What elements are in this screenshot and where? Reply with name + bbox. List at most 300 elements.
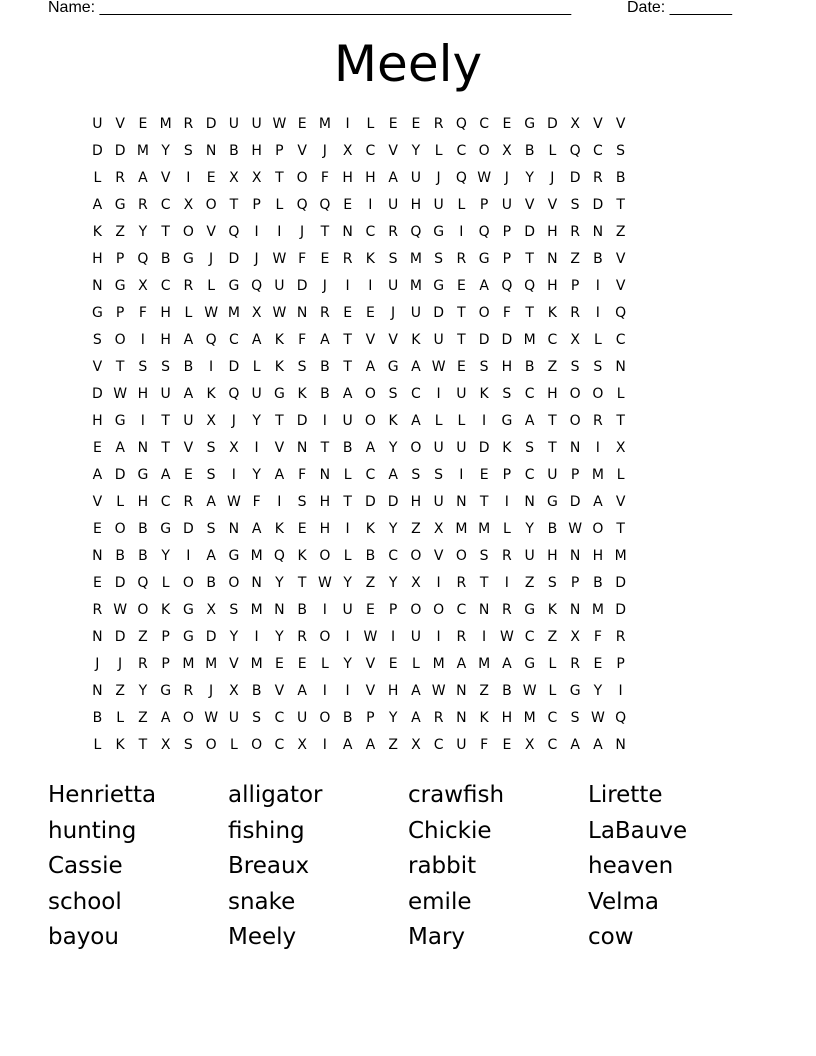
grid-letter: N xyxy=(319,467,331,483)
grid-letter: P xyxy=(366,710,375,726)
grid-letter: N xyxy=(592,224,604,240)
grid-letter: U xyxy=(228,710,239,726)
grid-letter: R xyxy=(433,710,444,726)
grid-row xyxy=(86,651,632,678)
grid-letter: A xyxy=(160,467,171,483)
page-title: Meely xyxy=(333,35,483,93)
grid-letter: H xyxy=(410,197,422,213)
grid-letter: L xyxy=(252,359,261,375)
grid-letter: W xyxy=(590,710,605,726)
grid-letter: C xyxy=(365,143,376,159)
grid-letter: E xyxy=(343,305,353,321)
grid-letter: R xyxy=(183,683,194,699)
grid-letter: Y xyxy=(411,143,421,159)
grid-letter: N xyxy=(92,629,103,645)
grid-letter: T xyxy=(616,413,625,429)
grid-letter: Q xyxy=(501,278,513,294)
grid-letter: Q xyxy=(615,710,627,726)
grid-letter: E xyxy=(92,440,102,456)
grid-letter: P xyxy=(115,305,125,321)
grid-letter: P xyxy=(502,251,512,267)
grid-letter: X xyxy=(524,737,535,753)
grid-letter: R xyxy=(183,278,194,294)
grid-letter: X xyxy=(570,332,580,348)
grid-letter: H xyxy=(387,683,399,699)
grid-row xyxy=(86,192,632,219)
grid-letter: Z xyxy=(547,359,558,375)
grid-letter: F xyxy=(298,467,307,483)
grid-letter: K xyxy=(274,521,284,537)
grid-letter: D xyxy=(205,116,217,132)
grid-letter: X xyxy=(206,602,216,618)
grid-letter: L xyxy=(93,737,102,753)
grid-letter: G xyxy=(160,683,172,699)
grid-letter: L xyxy=(343,467,352,483)
grid-letter: E xyxy=(502,737,512,753)
grid-letter: N xyxy=(92,683,103,699)
grid-letter: A xyxy=(206,548,216,564)
grid-letter: K xyxy=(92,224,102,240)
grid-letter: M xyxy=(591,602,604,618)
grid-letter: P xyxy=(616,656,625,672)
grid-row xyxy=(86,327,632,354)
grid-letter: H xyxy=(547,278,558,294)
grid-letter: Q xyxy=(296,197,308,213)
grid-letter: O xyxy=(319,548,331,564)
grid-letter: W xyxy=(363,629,378,645)
grid-letter: O xyxy=(364,386,376,402)
grid-letter: A xyxy=(160,710,171,726)
grid-letter: Z xyxy=(138,629,148,645)
grid-letter: I xyxy=(254,440,259,456)
grid-letter: J xyxy=(95,656,100,672)
grid-letter: W xyxy=(204,710,219,726)
grid-letter: E xyxy=(593,656,603,672)
grid-letter: B xyxy=(320,359,330,375)
grid-letter: M xyxy=(182,656,195,672)
grid-letter: H xyxy=(319,494,331,510)
grid-letter: T xyxy=(320,440,330,456)
grid-letter: D xyxy=(478,440,490,456)
grid-letter: A xyxy=(206,494,216,510)
grid-letter: G xyxy=(387,359,399,375)
grid-letter: A xyxy=(411,683,421,699)
grid-letter: E xyxy=(274,656,284,672)
grid-letter: M xyxy=(455,521,468,537)
grid-letter: J xyxy=(254,251,259,267)
grid-letter: K xyxy=(411,332,421,348)
grid-letter: Z xyxy=(547,629,558,645)
grid-letter: U xyxy=(433,494,444,510)
grid-letter: O xyxy=(319,629,331,645)
grid-letter: I xyxy=(345,278,350,294)
grid-letter: S xyxy=(138,359,148,375)
word-bank-item: fishing xyxy=(228,817,305,844)
grid-letter: S xyxy=(206,440,216,456)
grid-letter: U xyxy=(456,440,467,456)
grid-letter: T xyxy=(115,359,125,375)
grid-letter: Y xyxy=(388,710,398,726)
grid-letter: X xyxy=(160,737,171,753)
grid-letter: L xyxy=(320,656,329,672)
grid-letter: G xyxy=(137,467,149,483)
grid-letter: C xyxy=(456,143,467,159)
grid-letter: W xyxy=(113,602,128,618)
grid-letter: I xyxy=(277,224,282,240)
grid-letter: S xyxy=(570,359,580,375)
grid-letter: P xyxy=(479,197,489,213)
grid-letter: L xyxy=(616,467,625,483)
grid-letter: R xyxy=(593,413,603,429)
grid-letter: G xyxy=(524,116,536,132)
grid-letter: K xyxy=(297,386,307,402)
grid-letter: E xyxy=(297,656,307,672)
grid-letter: I xyxy=(391,629,396,645)
grid-letter: O xyxy=(478,143,490,159)
grid-letter: N xyxy=(456,494,467,510)
grid-letter: W xyxy=(317,575,332,591)
grid-letter: P xyxy=(570,467,580,483)
grid-letter: V xyxy=(593,116,603,132)
grid-letter: I xyxy=(482,413,487,429)
grid-letter: C xyxy=(388,548,399,564)
grid-letter: F xyxy=(252,494,261,510)
grid-letter: V xyxy=(115,116,125,132)
grid-letter: G xyxy=(478,251,490,267)
grid-letter: S xyxy=(525,440,535,456)
grid-letter: X xyxy=(615,440,626,456)
grid-letter: H xyxy=(547,224,558,240)
grid-letter: Y xyxy=(388,440,398,456)
grid-letter: T xyxy=(457,305,466,321)
grid-letter: V xyxy=(615,251,626,267)
grid-letter: U xyxy=(251,116,262,132)
grid-letter: G xyxy=(433,224,445,240)
grid-letter: Y xyxy=(252,467,261,483)
grid-letter: E xyxy=(456,359,466,375)
grid-row xyxy=(86,273,632,300)
grid-letter: A xyxy=(456,656,467,672)
grid-letter: T xyxy=(616,197,625,213)
grid-letter: I xyxy=(345,629,350,645)
grid-letter: G xyxy=(501,413,513,429)
grid-letter: S xyxy=(570,197,580,213)
grid-letter: S xyxy=(92,332,102,348)
word-bank-item: emile xyxy=(408,888,472,915)
grid-letter: Z xyxy=(365,575,376,591)
grid-letter: H xyxy=(547,548,558,564)
grid-letter: S xyxy=(411,467,421,483)
grid-letter: L xyxy=(366,116,375,132)
grid-letter: K xyxy=(206,386,216,402)
grid-letter: X xyxy=(138,278,148,294)
grid-letter: D xyxy=(387,494,399,510)
grid-letter: T xyxy=(343,332,352,348)
grid-letter: R xyxy=(138,656,148,672)
grid-letter: D xyxy=(228,251,240,267)
grid-letter: J xyxy=(322,143,327,159)
grid-letter: G xyxy=(182,602,194,618)
grid-row xyxy=(86,570,632,597)
grid-letter: C xyxy=(479,116,490,132)
grid-letter: J xyxy=(504,170,509,186)
grid-letter: O xyxy=(182,575,194,591)
grid-letter: N xyxy=(524,494,535,510)
grid-letter: R xyxy=(456,575,467,591)
grid-letter: O xyxy=(114,521,126,537)
grid-letter: C xyxy=(410,386,421,402)
grid-row xyxy=(86,732,632,759)
grid-letter: R xyxy=(570,656,580,672)
grid-letter: T xyxy=(479,494,489,510)
grid-letter: E xyxy=(343,197,353,213)
grid-letter: X xyxy=(183,197,194,213)
grid-letter: A xyxy=(524,413,535,429)
grid-letter: L xyxy=(161,575,170,591)
grid-letter: A xyxy=(342,386,353,402)
grid-letter: D xyxy=(524,224,536,240)
grid-letter: F xyxy=(480,737,489,753)
grid-letter: K xyxy=(502,440,512,456)
grid-letter: G xyxy=(228,548,240,564)
grid-letter: X xyxy=(251,170,262,186)
grid-letter: D xyxy=(546,116,558,132)
grid-letter: P xyxy=(161,656,170,672)
grid-letter: B xyxy=(251,683,262,699)
grid-letter: T xyxy=(161,440,170,456)
grid-letter: K xyxy=(365,251,375,267)
grid-letter: D xyxy=(569,170,581,186)
grid-letter: D xyxy=(114,143,126,159)
grid-letter: I xyxy=(186,548,191,564)
grid-letter: T xyxy=(229,197,239,213)
grid-letter: I xyxy=(436,575,441,591)
grid-letter: D xyxy=(296,413,308,429)
word-bank-item: cow xyxy=(588,924,634,951)
grid-letter: R xyxy=(615,629,626,645)
grid-letter: B xyxy=(524,359,535,375)
grid-letter: I xyxy=(140,413,145,429)
grid-letter: E xyxy=(320,251,330,267)
grid-letter: E xyxy=(365,305,375,321)
grid-letter: V xyxy=(229,656,239,672)
grid-letter: S xyxy=(183,143,193,159)
grid-letter: I xyxy=(209,359,214,375)
grid-letter: C xyxy=(365,224,376,240)
grid-letter: P xyxy=(275,143,284,159)
grid-letter: N xyxy=(478,602,490,618)
grid-letter: S xyxy=(479,359,489,375)
grid-letter: Q xyxy=(524,278,536,294)
grid-letter: E xyxy=(92,575,102,591)
grid-letter: V xyxy=(615,278,626,294)
grid-letter: E xyxy=(502,116,512,132)
grid-letter: U xyxy=(274,278,285,294)
grid-letter: B xyxy=(297,602,307,618)
grid-letter: N xyxy=(456,683,467,699)
grid-letter: A xyxy=(570,737,580,753)
grid-letter: G xyxy=(182,251,194,267)
grid-letter: J xyxy=(231,413,236,429)
grid-letter: O xyxy=(592,386,604,402)
grid-letter: A xyxy=(342,737,353,753)
grid-row xyxy=(86,300,632,327)
grid-letter: S xyxy=(570,710,580,726)
grid-letter: D xyxy=(114,575,126,591)
grid-letter: Z xyxy=(524,575,535,591)
grid-letter: W xyxy=(568,521,583,537)
grid-letter: A xyxy=(297,683,307,699)
word-bank-item: Mary xyxy=(408,924,466,951)
grid-letter: T xyxy=(548,413,557,429)
grid-letter: P xyxy=(502,467,512,483)
letter-grid xyxy=(86,111,632,759)
grid-letter: G xyxy=(114,278,126,294)
grid-letter: A xyxy=(411,413,421,429)
grid-letter: P xyxy=(570,278,580,294)
grid-letter: T xyxy=(297,575,307,591)
grid-letter: G xyxy=(160,521,172,537)
grid-letter: G xyxy=(524,602,536,618)
grid-letter: D xyxy=(615,575,627,591)
grid-letter: S xyxy=(593,359,603,375)
grid-letter: H xyxy=(547,386,558,402)
grid-letter: M xyxy=(250,656,263,672)
word-bank-row xyxy=(48,778,768,814)
grid-letter: O xyxy=(455,548,467,564)
grid-letter: T xyxy=(616,521,625,537)
grid-letter: I xyxy=(322,413,327,429)
grid-letter: U xyxy=(524,548,535,564)
grid-letter: H xyxy=(365,170,376,186)
grid-letter: O xyxy=(364,413,376,429)
word-bank-item: Velma xyxy=(588,888,659,915)
grid-letter: J xyxy=(391,305,396,321)
grid-letter: I xyxy=(595,305,600,321)
grid-letter: V xyxy=(160,170,171,186)
word-bank-row xyxy=(48,885,768,921)
grid-letter: R xyxy=(183,494,194,510)
grid-letter: D xyxy=(205,629,217,645)
grid-letter: L xyxy=(457,197,466,213)
grid-letter: W xyxy=(431,683,446,699)
grid-letter: M xyxy=(318,116,331,132)
grid-letter: V xyxy=(365,332,376,348)
grid-letter: R xyxy=(570,224,580,240)
grid-letter: H xyxy=(137,386,149,402)
grid-letter: V xyxy=(365,656,376,672)
grid-letter: L xyxy=(343,548,352,564)
grid-letter: P xyxy=(388,602,398,618)
grid-letter: Z xyxy=(115,683,125,699)
grid-letter: D xyxy=(364,494,376,510)
grid-letter: C xyxy=(160,197,171,213)
grid-letter: L xyxy=(411,656,420,672)
grid-letter: C xyxy=(524,386,535,402)
grid-letter: S xyxy=(206,521,216,537)
grid-letter: K xyxy=(547,305,557,321)
grid-letter: J xyxy=(436,170,441,186)
grid-letter: N xyxy=(251,575,262,591)
grid-letter: I xyxy=(504,494,509,510)
grid-letter: T xyxy=(343,494,352,510)
grid-letter: A xyxy=(388,467,398,483)
grid-letter: O xyxy=(569,386,581,402)
grid-letter: T xyxy=(320,224,330,240)
grid-letter: N xyxy=(274,602,285,618)
grid-letter: E xyxy=(365,602,375,618)
grid-letter: I xyxy=(459,224,464,240)
word-bank-item: Cassie xyxy=(48,853,123,880)
grid-letter: A xyxy=(251,332,262,348)
grid-letter: O xyxy=(410,602,422,618)
grid-letter: Z xyxy=(411,521,421,537)
grid-letter: I xyxy=(254,629,259,645)
grid-letter: T xyxy=(343,359,352,375)
grid-letter: N xyxy=(615,359,626,375)
grid-letter: K xyxy=(479,710,489,726)
grid-letter: A xyxy=(320,332,330,348)
grid-letter: G xyxy=(433,278,445,294)
grid-letter: R xyxy=(115,170,125,186)
grid-letter: I xyxy=(482,629,487,645)
grid-letter: Y xyxy=(525,521,534,537)
grid-letter: L xyxy=(502,521,511,537)
grid-letter: K xyxy=(388,413,398,429)
grid-letter: H xyxy=(342,170,353,186)
grid-letter: V xyxy=(274,440,285,456)
grid-letter: I xyxy=(345,116,350,132)
grid-letter: B xyxy=(183,359,194,375)
grid-letter: V xyxy=(547,197,558,213)
grid-letter: R xyxy=(502,548,512,564)
grid-letter: M xyxy=(227,305,240,321)
grid-letter: O xyxy=(228,575,240,591)
grid-letter: R xyxy=(342,251,353,267)
grid-letter: F xyxy=(298,251,307,267)
grid-letter: H xyxy=(92,251,103,267)
grid-letter: W xyxy=(272,116,287,132)
grid-letter: U xyxy=(160,386,171,402)
grid-letter: U xyxy=(388,278,399,294)
grid-letter: U xyxy=(251,386,262,402)
grid-letter: M xyxy=(250,548,263,564)
grid-letter: V xyxy=(615,494,626,510)
grid-letter: O xyxy=(478,305,490,321)
grid-letter: H xyxy=(501,710,513,726)
grid-letter: Y xyxy=(161,548,170,564)
grid-letter: I xyxy=(595,440,600,456)
grid-letter: C xyxy=(274,710,285,726)
grid-letter: H xyxy=(501,359,513,375)
grid-letter: T xyxy=(479,575,489,591)
word-bank-item: Meely xyxy=(228,924,297,951)
grid-letter: L xyxy=(434,143,443,159)
grid-row xyxy=(86,462,632,489)
grid-letter: U xyxy=(456,737,467,753)
grid-letter: L xyxy=(616,386,625,402)
grid-letter: C xyxy=(547,332,558,348)
grid-letter: E xyxy=(297,116,307,132)
grid-letter: V xyxy=(297,143,307,159)
grid-letter: K xyxy=(161,602,171,618)
grid-letter: R xyxy=(92,602,103,618)
grid-letter: S xyxy=(297,494,307,510)
grid-letter: Y xyxy=(275,575,284,591)
grid-letter: Y xyxy=(252,413,261,429)
grid-row xyxy=(86,516,632,543)
grid-letter: I xyxy=(436,386,441,402)
